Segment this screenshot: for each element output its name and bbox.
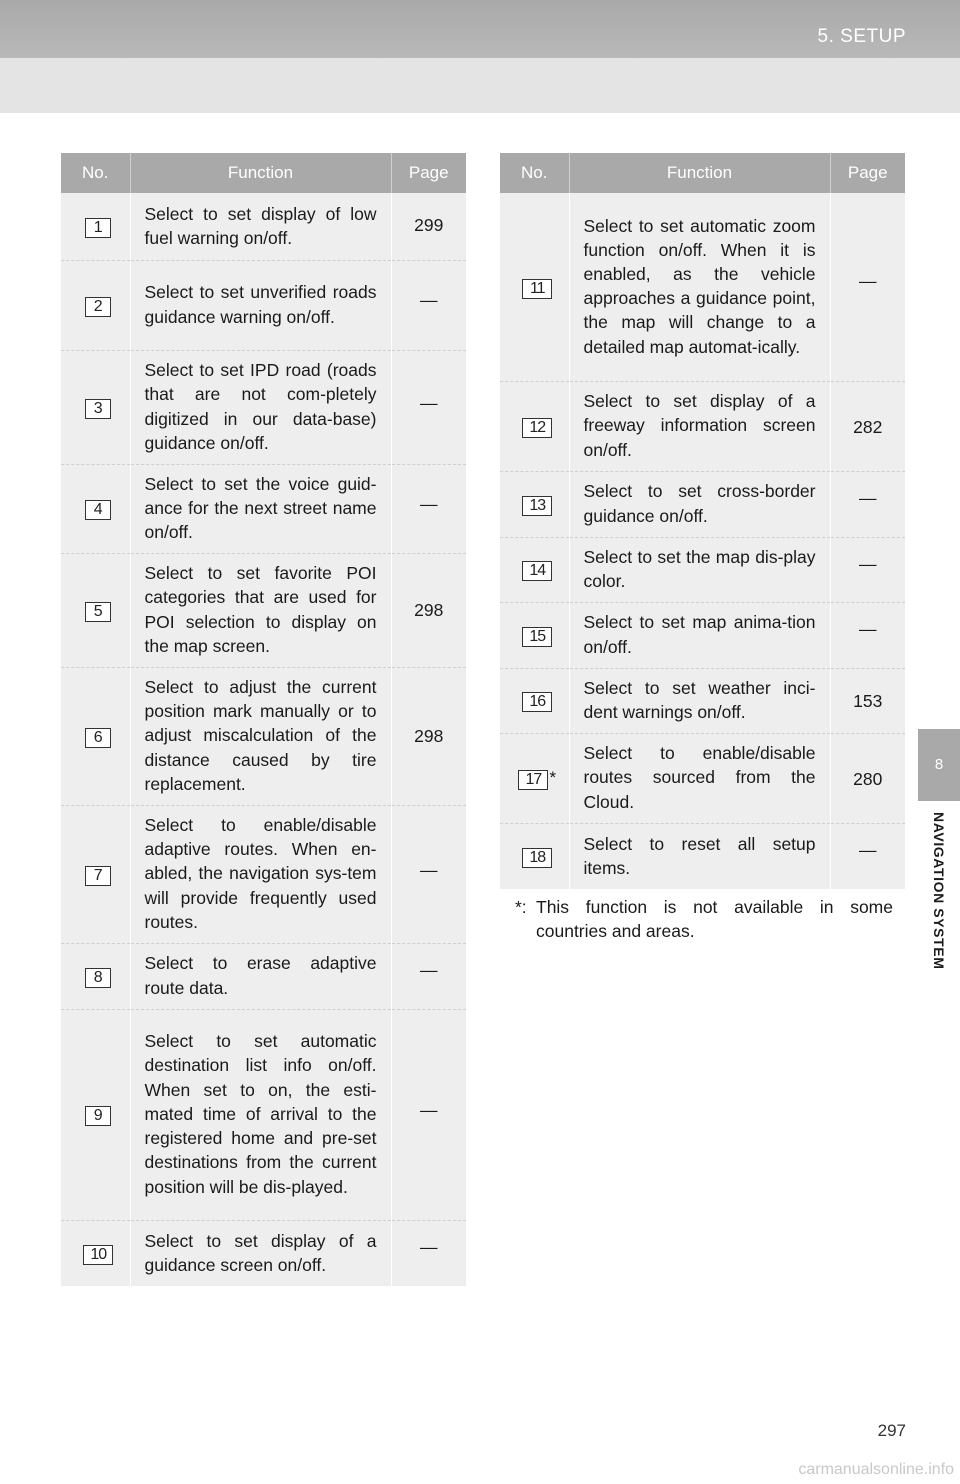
number-badge: 7: [85, 866, 111, 886]
row-number-cell: [61, 805, 130, 943]
page-cell: [830, 668, 905, 733]
number-badge: 9: [85, 1106, 111, 1126]
page-value: 298: [414, 725, 444, 746]
table-header-row: [61, 153, 466, 193]
number-badge: 13: [522, 496, 552, 516]
number-badge: 1: [85, 218, 111, 238]
page-value: 153: [853, 690, 883, 711]
chapter-label: [918, 812, 960, 1022]
page-value: —: [859, 487, 877, 508]
header-page: Page: [830, 153, 905, 193]
table-row: [500, 602, 905, 668]
section-title: 5. SETUP: [817, 26, 906, 47]
footnote-marker: *: [549, 767, 557, 787]
header-page: Page: [391, 153, 466, 193]
number-badge: 11: [522, 279, 552, 299]
page-value: —: [859, 618, 877, 639]
table-row: [61, 553, 466, 667]
left-function-table: [61, 153, 466, 1286]
number-badge: 2: [85, 297, 111, 317]
table-row: [500, 381, 905, 471]
table-row: [500, 537, 905, 602]
table-row: [61, 1220, 466, 1286]
page-cell: [830, 537, 905, 602]
page-cell: [830, 471, 905, 537]
page-cell: [830, 602, 905, 668]
number-badge: 3: [85, 399, 111, 419]
page-value: 299: [414, 215, 444, 235]
page-cell: [391, 553, 466, 667]
header-no: No.: [500, 153, 569, 193]
function-cell: Select to reset all setup items.: [569, 823, 830, 889]
row-number-cell: [500, 193, 569, 381]
page-value: 280: [853, 768, 883, 789]
table-row: [61, 943, 466, 1009]
row-number-cell: [500, 823, 569, 889]
function-cell: Select to set favorite POI categories that are used for POI selection to display on the map screen.: [130, 553, 391, 667]
page-cell: [391, 260, 466, 350]
page-cell: [391, 1220, 466, 1286]
page-cell: [391, 350, 466, 464]
page-value: —: [420, 1099, 438, 1120]
page-value: —: [859, 271, 877, 291]
table-row: [500, 668, 905, 733]
function-cell: Select to set display of a guidance screen on/off.: [130, 1220, 391, 1286]
row-number-cell: [500, 537, 569, 602]
page-value: —: [859, 839, 877, 860]
row-number-cell: [61, 943, 130, 1009]
function-cell: Select to set display of a freeway information screen on/off.: [569, 381, 830, 471]
row-number-cell: [500, 602, 569, 668]
row-number-cell: [61, 464, 130, 553]
number-badge: 12: [522, 418, 552, 438]
table-row: [61, 464, 466, 553]
function-cell: Select to set weather inci-dent warnings on/off.: [569, 668, 830, 733]
number-badge: 10: [83, 1245, 113, 1265]
header-function: Function: [130, 153, 391, 193]
page-value: 298: [414, 599, 444, 620]
row-number-cell: [61, 1009, 130, 1220]
function-cell: Select to set IPD road (roads that are not com-pletely digitized in our data-base) guidance on/off.: [130, 350, 391, 464]
chapter-tab: 8: [918, 729, 960, 801]
table-row: [61, 1009, 466, 1220]
function-cell: Select to set cross-border guidance on/off.: [569, 471, 830, 537]
number-badge: 5: [85, 602, 111, 622]
table-row: [500, 823, 905, 889]
page-value: —: [420, 859, 438, 880]
page-cell: [391, 464, 466, 553]
page-value: —: [420, 959, 438, 980]
table-row: [61, 667, 466, 805]
table-row: [500, 733, 905, 823]
function-cell: Select to set map anima-tion on/off.: [569, 602, 830, 668]
table-row: [500, 193, 905, 381]
page-value: —: [420, 289, 438, 310]
row-number-cell: [61, 193, 130, 260]
page-cell: [391, 193, 466, 260]
page-cell: [391, 667, 466, 805]
row-number-cell: [500, 471, 569, 537]
function-cell: Select to set display of low fuel warning on/off.: [130, 193, 391, 260]
page-value: —: [420, 392, 438, 413]
right-function-table: [500, 153, 905, 889]
page-cell: [391, 1009, 466, 1220]
row-number-cell: [61, 553, 130, 667]
page-value: 282: [853, 416, 883, 437]
table-row: [500, 471, 905, 537]
page-number: 297: [877, 1421, 906, 1440]
page-value: —: [420, 1236, 438, 1257]
page-cell: [391, 805, 466, 943]
page-value: —: [859, 553, 877, 574]
function-cell: Select to set automatic zoom function on/off. When it is enabled, as the vehicle approaches a guidance point, the map will change to a detailed map automat-ically.: [569, 193, 830, 381]
number-badge: 18: [522, 848, 552, 868]
row-number-cell: [500, 381, 569, 471]
row-number-cell: [500, 733, 569, 823]
watermark: carmanualsonline.info: [798, 1461, 954, 1478]
footnote: [515, 895, 893, 943]
table-row: [61, 260, 466, 350]
header-no: No.: [61, 153, 130, 193]
footnote-text: This function is not available in some countries and areas.: [536, 897, 893, 942]
table-header-row: [500, 153, 905, 193]
page-cell: [830, 823, 905, 889]
page-value: —: [420, 493, 438, 514]
page-cell: [391, 943, 466, 1009]
number-badge: 6: [85, 728, 111, 748]
function-cell: Select to set unverified roads guidance warning on/off.: [130, 260, 391, 350]
table-row: [61, 350, 466, 464]
number-badge: 16: [522, 692, 552, 712]
function-cell: Select to set the map dis-play color.: [569, 537, 830, 602]
table-row: [61, 193, 466, 260]
row-number-cell: [61, 667, 130, 805]
function-cell: Select to enable/disable adaptive routes. When en-abled, the navigation sys-tem will provide frequently used routes.: [130, 805, 391, 943]
number-badge: 14: [522, 561, 552, 581]
footnote-mark: *:: [515, 897, 527, 917]
number-badge: 17: [518, 770, 548, 790]
function-cell: Select to set the voice guid-ance for the next street name on/off.: [130, 464, 391, 553]
function-cell: Select to adjust the current position mark manually or to adjust miscalculation of the distance caused by tire replacement.: [130, 667, 391, 805]
header-strip: [0, 0, 960, 58]
page-cell: [830, 193, 905, 381]
row-number-cell: [61, 1220, 130, 1286]
page-cell: [830, 733, 905, 823]
table-row: [61, 805, 466, 943]
number-badge: 15: [522, 627, 552, 647]
function-cell: Select to enable/disable routes sourced from the Cloud.: [569, 733, 830, 823]
chapter-title: NAVIGATION SYSTEM: [931, 812, 947, 970]
function-cell: Select to erase adaptive route data.: [130, 943, 391, 1009]
number-badge: 4: [85, 500, 111, 520]
number-badge: 8: [85, 968, 111, 988]
page-cell: [830, 381, 905, 471]
row-number-cell: [500, 668, 569, 733]
row-number-cell: [61, 260, 130, 350]
function-cell: Select to set automatic destination list info on/off. When set to on, the esti-mated time of arrival to the registered home and pre-set destinations from the current position will be dis-played.: [130, 1009, 391, 1220]
header-function: Function: [569, 153, 830, 193]
row-number-cell: [61, 350, 130, 464]
